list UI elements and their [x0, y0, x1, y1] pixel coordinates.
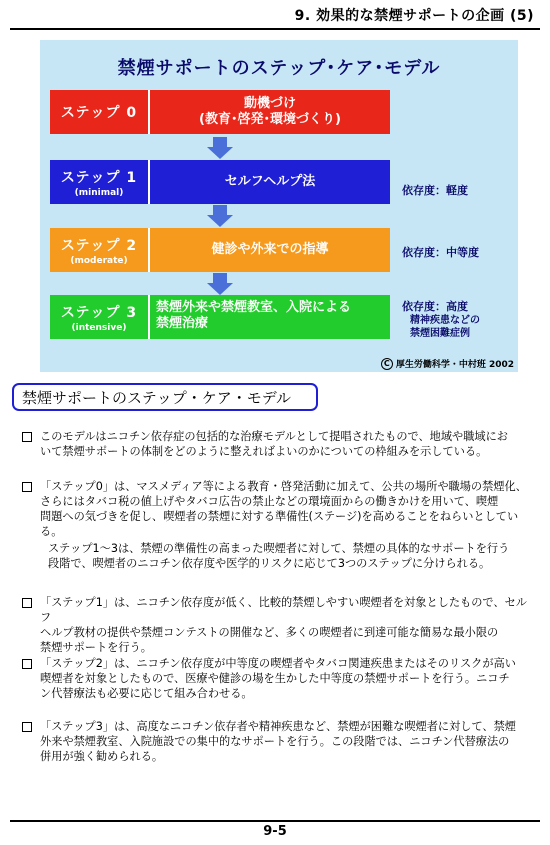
paragraph	[28, 595, 528, 655]
step-1-row	[50, 160, 390, 204]
paragraph-text: 「ステップ0」は、マスメディア等による教育・啓発活動に加えて、公共の場所や職場の禁煙化、 さらにはタバコ税の値上げやタバコ広告の禁止などの環境面からの働きかけを用いて、喫煙 問題への気づきを促し、喫煙者の禁煙に対する準備性(ステージ)を高めることをねらいとしてい る。	[40, 480, 527, 538]
checkbox-bullet-icon	[22, 432, 32, 442]
step-2-description: 健診や外来での指導	[211, 241, 329, 257]
step-0-label	[50, 90, 150, 134]
step-3-row	[50, 295, 390, 339]
step-2-label	[50, 228, 150, 272]
paragraph	[36, 541, 536, 571]
paragraph	[28, 429, 528, 459]
step-2-name: ステップ 2	[60, 237, 138, 254]
figure-title: 禁煙サポートのステップ･ケア･モデル	[117, 58, 441, 79]
chapter-title: 9. 効果的な禁煙サポートの企画 (5)	[294, 8, 534, 24]
paragraph-text: 「ステップ1」は、ニコチン依存度が低く、比較的禁煙しやすい喫煙者を対象としたもので、セルフ ヘルプ教材の提供や禁煙コンテストの開催など、多くの喫煙者に到達可能な簡易な最小限の 禁煙サポートを行う。	[40, 596, 527, 654]
paragraph	[28, 479, 528, 539]
step-3-subtitle: (intensive)	[71, 322, 127, 333]
step-care-figure	[40, 40, 518, 372]
page-number: 9-5	[263, 824, 287, 839]
step-1-description: セルフヘルプ法	[224, 173, 316, 189]
page-header	[10, 0, 540, 30]
credit-text: 厚生労働科学・中村班 2002	[395, 360, 514, 370]
checkbox-bullet-icon	[22, 659, 32, 669]
dependency-severe: 依存度：高度	[402, 300, 468, 313]
step-3-name: ステップ 3	[60, 304, 138, 321]
down-arrow-icon	[205, 273, 235, 295]
step-1-name: ステップ 1	[60, 169, 138, 186]
figure-credit	[381, 357, 514, 370]
down-arrow-icon	[205, 137, 235, 159]
page-footer	[10, 820, 540, 822]
step-3-description: 禁煙外来や禁煙教室、入院による 禁煙治療	[156, 300, 352, 332]
dependency-mild: 依存度：軽度	[402, 184, 468, 197]
down-arrow-icon	[205, 205, 235, 227]
checkbox-bullet-icon	[22, 482, 32, 492]
step-2-subtitle: (moderate)	[70, 255, 128, 266]
step-0-description: 動機づけ (教育･啓発･環境づくり)	[199, 95, 341, 127]
paragraph	[28, 656, 528, 701]
step-0-row	[50, 90, 390, 134]
checkbox-bullet-icon	[22, 722, 32, 732]
section-heading: 禁煙サポートのステップ・ケア・モデル	[12, 383, 318, 411]
dependency-note: 精神疾患などの 禁煙困難症例	[410, 315, 480, 339]
copyright-icon: C	[381, 358, 393, 370]
paragraph-text: ステップ1～3は、禁煙の準備性の高まった喫煙者に対して、禁煙の具体的なサポートを行う 段階で、喫煙者のニコチン依存度や医学的リスクに応じて3つのステップに分けられる。	[48, 542, 510, 570]
step-1-subtitle: (minimal)	[74, 187, 124, 198]
paragraph-text: このモデルはニコチン依存症の包括的な治療モデルとして提唱されたもので、地域や職域にお いて禁煙サポートの体制をどのように整えればよいのかについての枠組みを示している。	[40, 430, 508, 458]
step-1-label	[50, 160, 150, 204]
checkbox-bullet-icon	[22, 598, 32, 608]
paragraph	[28, 719, 528, 764]
dependency-moderate: 依存度：中等度	[402, 246, 479, 259]
paragraph-text: 「ステップ2」は、ニコチン依存度が中等度の喫煙者やタバコ関連疾患またはそのリスクが高い 喫煙者を対象としたもので、医療や健診の場を生かした中等度の禁煙サポートを行う。ニコチ ン代替療法も必要に応じて組み合わせる。	[40, 657, 516, 700]
step-2-row	[50, 228, 390, 272]
step-0-name: ステップ 0	[60, 105, 138, 121]
paragraph-text: 「ステップ3」は、高度なニコチン依存者や精神疾患など、禁煙が困難な喫煙者に対して、禁煙 外来や禁煙教室、入院施設での集中的なサポートを行う。この段階では、ニコチン代替療法の 併用が強く勧められる。	[40, 720, 516, 763]
step-3-label	[50, 295, 150, 339]
